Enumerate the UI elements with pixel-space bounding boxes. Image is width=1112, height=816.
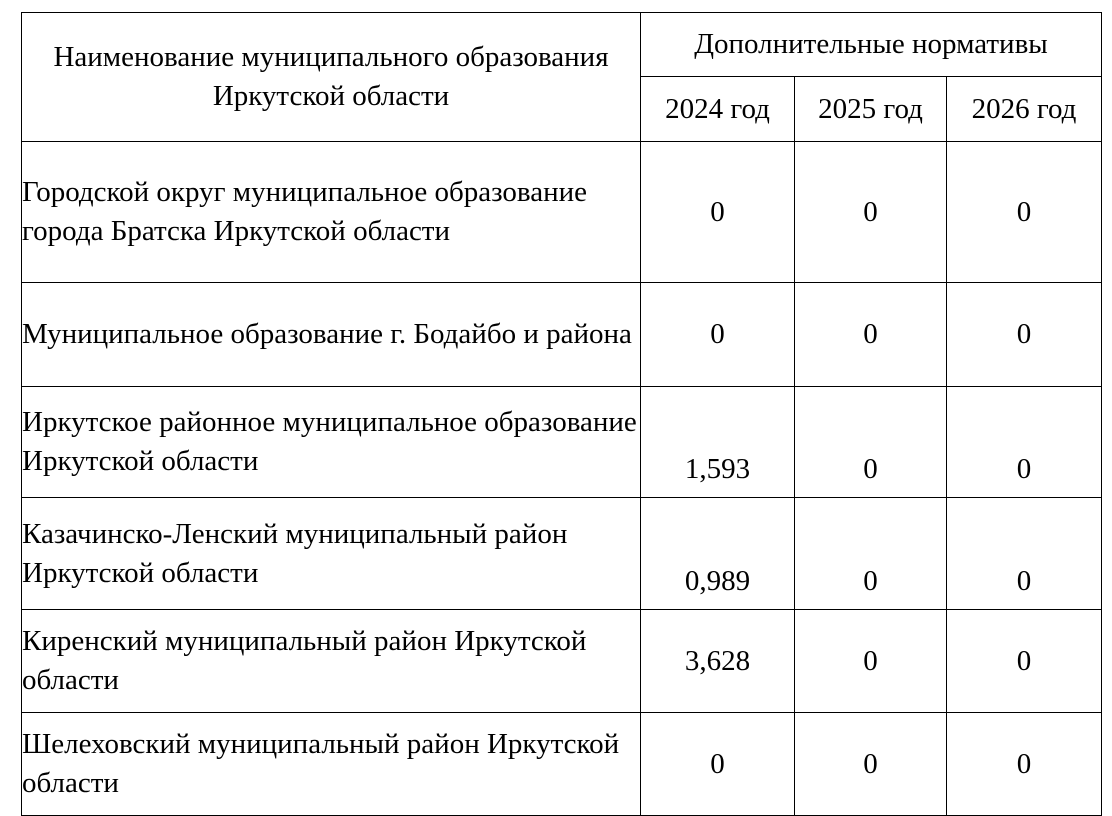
- table-row: [22, 142, 1102, 283]
- row-value-2026: 0: [947, 498, 1102, 610]
- row-value-2025: 0: [795, 610, 947, 713]
- header-year-2024: 2024 год: [641, 77, 795, 142]
- row-value-2024: 0: [641, 142, 795, 283]
- row-municipality-name: Муниципальное образование г. Бодайбо и района: [22, 283, 641, 387]
- row-value-2025: 0: [795, 387, 947, 498]
- row-value-2026: 0: [947, 283, 1102, 387]
- row-value-2024: 0: [641, 713, 795, 816]
- row-value-2025: 0: [795, 283, 947, 387]
- row-municipality-name: Городской округ муниципальное образование города Братска Иркутской области: [22, 142, 641, 283]
- table-row: [22, 387, 1102, 498]
- header-municipality-name: Наименование муниципального образования Иркутской области: [22, 13, 641, 142]
- row-municipality-name: Иркутское районное муниципальное образование Иркутской области: [22, 387, 641, 498]
- row-municipality-name: Шелеховский муниципальный район Иркутской области: [22, 713, 641, 816]
- row-value-2025: 0: [795, 142, 947, 283]
- row-value-2024: 1,593: [641, 387, 795, 498]
- row-value-2026: 0: [947, 713, 1102, 816]
- header-additional-normatives: Дополнительные нормативы: [641, 13, 1102, 77]
- table-row: [22, 713, 1102, 816]
- row-value-2024: 0,989: [641, 498, 795, 610]
- row-value-2024: 0: [641, 283, 795, 387]
- table-row: [22, 610, 1102, 713]
- row-value-2026: 0: [947, 610, 1102, 713]
- row-value-2026: 0: [947, 387, 1102, 498]
- header-year-2025: 2025 год: [795, 77, 947, 142]
- row-municipality-name: Казачинско-Ленский муниципальный район Иркутской области: [22, 498, 641, 610]
- row-value-2026: 0: [947, 142, 1102, 283]
- row-value-2025: 0: [795, 713, 947, 816]
- row-value-2025: 0: [795, 498, 947, 610]
- row-value-2024: 3,628: [641, 610, 795, 713]
- table-row: [22, 283, 1102, 387]
- normatives-table: [21, 12, 1102, 816]
- header-year-2026: 2026 год: [947, 77, 1102, 142]
- table-row: [22, 498, 1102, 610]
- row-municipality-name: Киренский муниципальный район Иркутской области: [22, 610, 641, 713]
